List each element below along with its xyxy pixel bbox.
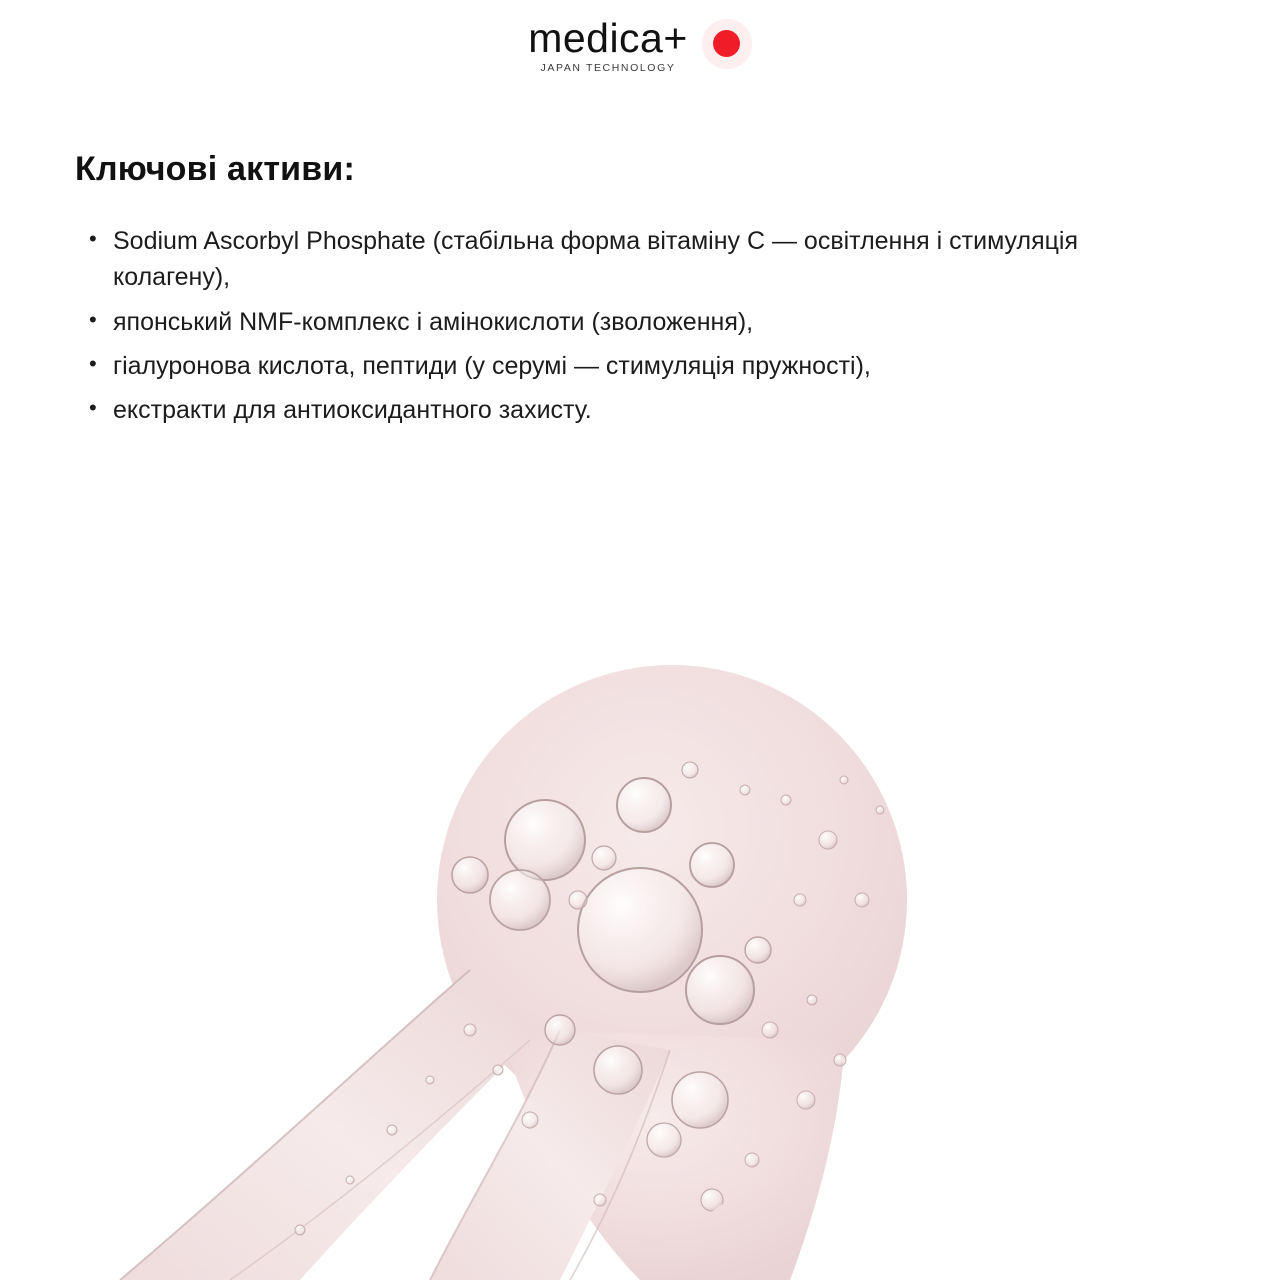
japan-flag-dot-icon	[702, 19, 752, 69]
gel-droplet-graphic	[0, 600, 1280, 1280]
logo-wordmark: medica+	[528, 15, 688, 61]
actives-list	[75, 223, 1175, 428]
gel-blob	[120, 665, 907, 1280]
list-item: • екстракти для антиоксидантного захисту.	[75, 392, 1173, 428]
japan-flag-dot-inner	[713, 30, 740, 57]
logo-text-wrap	[528, 15, 688, 74]
key-actives-section	[75, 150, 1175, 436]
list-item: • Sodium Ascorbyl Phosphate (стабільна форма вітаміну C — освітлення і стимуляція колагену),	[75, 223, 1173, 296]
page-title: Ключові активи:	[75, 150, 355, 188]
list-item: • японський NMF-комплекс і амінокислоти (зволоження),	[75, 304, 1173, 340]
logo-tagline: JAPAN TECHNOLOGY	[540, 62, 676, 74]
list-item: • гіалуронова кислота, пептиди (у серумі — стимуляція пружності),	[75, 348, 1173, 384]
serum-gel-droplet-image	[0, 600, 1280, 1280]
brand-logo	[0, 15, 1280, 74]
logo-inner	[528, 15, 752, 74]
